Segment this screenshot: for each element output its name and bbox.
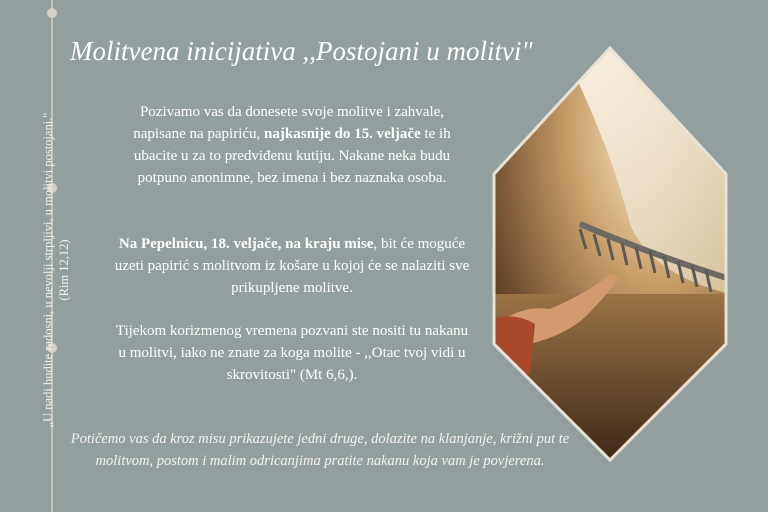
paragraph2-date: Na Pepelnicu, 18. veljače, na kraju mise bbox=[118, 236, 374, 252]
painting-illustration bbox=[490, 44, 730, 464]
quote-text: „U nadi budite radosni, u nevolji strpljivi, u molitvi postojani." bbox=[41, 112, 55, 428]
hexagon-painting bbox=[490, 44, 730, 464]
closing-exhortation: Potičemo vas da kroz misu prikazujete jedni druge, dolazite na klanjanje, križni put te molitvom, postom i malim odricanjima pratite nakanu koja vam je povjerena. bbox=[70, 431, 570, 469]
paragraph-lent: Tijekom korizmenog vremena pozvani ste nositi tu nakanu u molitvi, iako ne znate za koga molite - ,,Otac tvoj vidi u skrovitosti" (Mt 6,6,). bbox=[115, 323, 469, 383]
paragraph-ash-wednesday bbox=[112, 233, 472, 299]
line-dot-top bbox=[47, 8, 57, 18]
paragraph-instructions bbox=[112, 101, 472, 189]
paragraph1-text-b: te ih ubacite u za to predviđenu kutiju. Nakane neka budu potpuno anonimne, bez imena i bez naznaka osoba. bbox=[133, 126, 451, 186]
paragraph1-text-a: Pozivamo vas da donesete svoje molitve i zahvale, napisane na papiriću, bbox=[133, 104, 445, 142]
page-title: Molitvena inicijativa ,,Postojani u molitvi" bbox=[70, 36, 533, 66]
paragraph1-deadline: najkasnije do 15. veljače bbox=[264, 126, 421, 142]
quote-reference: (Rim 12,12) bbox=[57, 239, 71, 301]
vertical-quote bbox=[40, 70, 72, 470]
paragraph2-text: , bit će moguće uzeti papirić s molitvom iz košare u kojoj će se nalaziti sve prikupljene molitve. bbox=[114, 236, 470, 296]
